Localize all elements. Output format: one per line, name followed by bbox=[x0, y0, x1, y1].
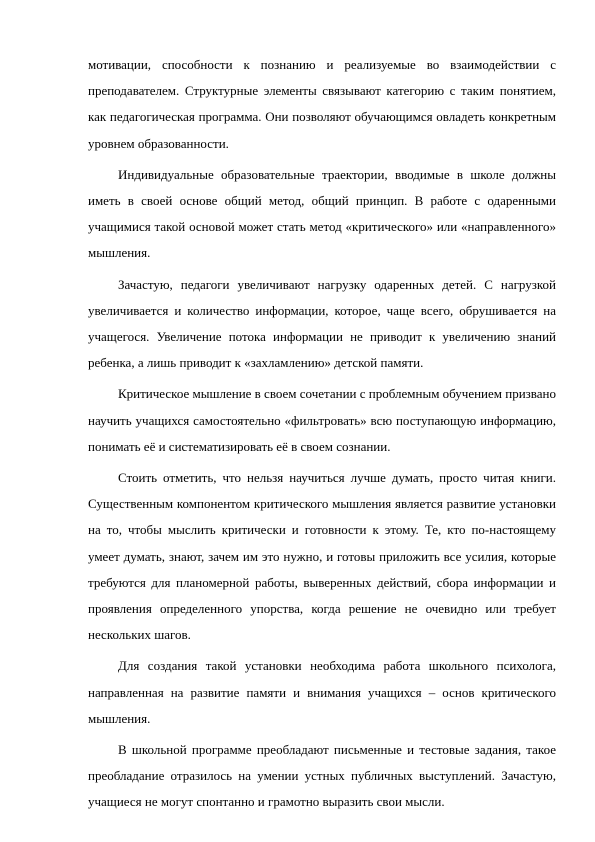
paragraph-5: Стоить отметить, что нельзя научиться лучше думать, просто читая книги. Существенным компонентом критического мышления является развитие установки на то, чтобы мыслить критически и готовности к этому. Те, кто по-настоящему умеет думать, знают, зачем им это нужно, и готовы приложить все усилия, которые требуются для планомерной работы, выверенных действий, сбора информации и проявления определенного упорства, когда решение не очевидно или требует нескольких шагов. bbox=[88, 470, 556, 643]
paragraph-1: мотивации, способности к познанию и реализуемые во взаимодействии с преподавателем. Структурные элементы связывают категорию с таким понятием, как педагогическая программа. Они позволяют обучающимся овладеть конкретным уровнем образованности. bbox=[88, 57, 556, 151]
paragraph-2: Индивидуальные образовательные траектории, вводимые в школе должны иметь в своей основе общий метод, общий принцип. В работе с одаренными учащимися такой основой может стать метод «критического» или «направленного» мышления. bbox=[88, 166, 556, 261]
document-body bbox=[88, 52, 556, 816]
paragraph-4: Критическое мышление в своем сочетании с проблемным обучением призвано научить учащихся самостоятельно «фильтровать» всю поступающую информацию, понимать её и систематизировать её в своем сознании. bbox=[88, 386, 557, 454]
paragraph-7: В школьной программе преобладают письменные и тестовые задания, такое преобладание отразилось на умении устных публичных выступлений. Зачастую, учащиеся не могут спонтанно и грамотно выразить свои мысли. bbox=[88, 742, 556, 810]
paragraph-6: Для создания такой установки необходима работа школьного психолога, направленная на развитие памяти и внимания учащихся – основ критического мышления. bbox=[88, 658, 556, 726]
paragraph-3: Зачастую, педагоги увеличивают нагрузку одаренных детей. С нагрузкой увеличивается и количество информации, которое, чаще всего, обрушивается на учащегося. Увеличение потока информации не приводит к увеличению знаний ребенка, а лишь приводит к «захламлению» детской памяти. bbox=[88, 276, 556, 371]
